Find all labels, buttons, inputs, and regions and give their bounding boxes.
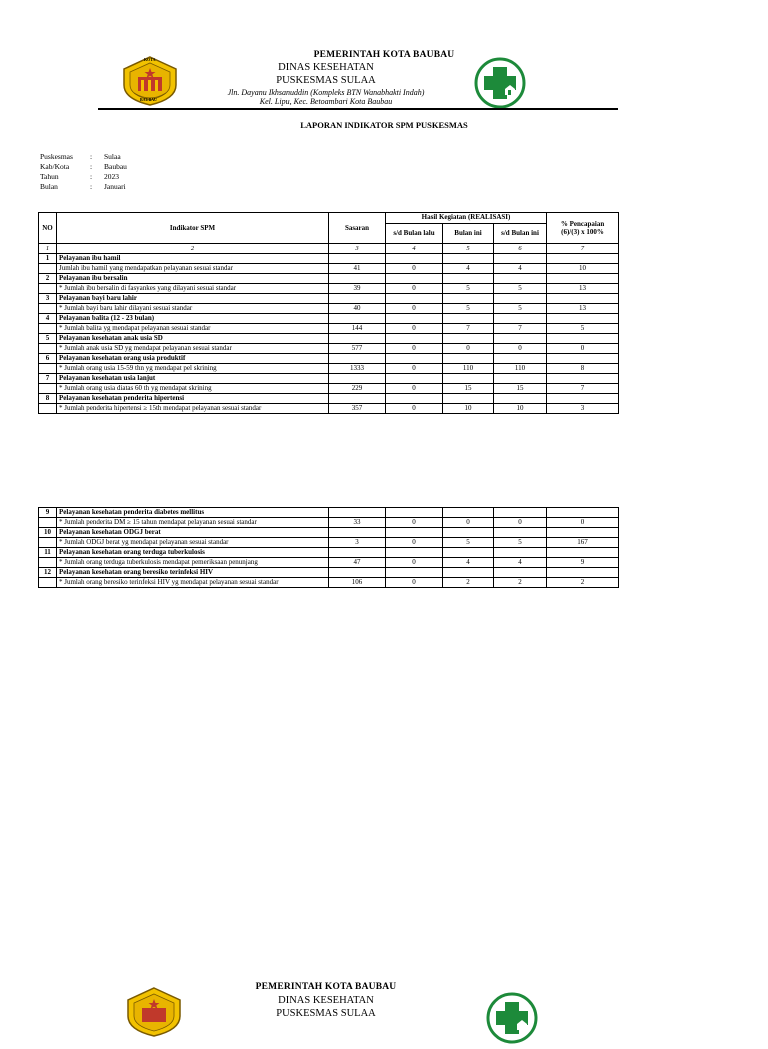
pencapaian-label: % Pencapaian (560, 220, 605, 228)
pencapaian-value: 0 (547, 518, 619, 528)
section-title: Pelayanan balita (12 - 23 bulan) (57, 314, 329, 324)
sd-ini-value: 2 (494, 578, 547, 588)
health-cross-logo-page-2 (486, 992, 538, 1044)
section-header-row (39, 528, 619, 538)
empty-cell (329, 374, 386, 384)
empty-cell (39, 538, 57, 548)
spm-table-page-1 (38, 212, 619, 414)
section-header-row (39, 354, 619, 364)
pencapaian-value: 9 (547, 558, 619, 568)
bulan-ini-value: 4 (443, 558, 494, 568)
empty-cell (494, 508, 547, 518)
empty-cell (443, 294, 494, 304)
empty-cell (547, 354, 619, 364)
info-key: Tahun (40, 172, 59, 181)
indicator-text: * Jumlah penderita hipertensi ≥ 15th mendapat pelayanan sesuai standar (57, 404, 329, 414)
colnum: 1 (39, 244, 57, 254)
sasaran-value: 47 (329, 558, 386, 568)
empty-cell (443, 548, 494, 558)
info-value: Januari (104, 182, 126, 191)
bulan-ini-value: 0 (443, 518, 494, 528)
empty-cell (329, 274, 386, 284)
empty-cell (547, 394, 619, 404)
info-value: Sulaa (104, 152, 121, 161)
indicator-row (39, 304, 619, 314)
sd-ini-value: 0 (494, 518, 547, 528)
empty-cell (386, 394, 443, 404)
empty-cell (443, 354, 494, 364)
header-department-page-2: DINAS KESEHATAN (278, 995, 374, 1006)
empty-cell (386, 568, 443, 578)
empty-cell (494, 314, 547, 324)
section-number: 12 (39, 568, 57, 578)
empty-cell (329, 548, 386, 558)
pencapaian-value: 7 (547, 384, 619, 394)
indicator-text: * Jumlah orang terduga tuberkulosis mendapat pemeriksaan penunjang (57, 558, 329, 568)
table-body-page-1 (39, 254, 619, 414)
info-row-tahun: Tahun : 2023 (40, 172, 119, 181)
empty-cell (386, 254, 443, 264)
indicator-row (39, 384, 619, 394)
section-number: 5 (39, 334, 57, 344)
empty-cell (39, 264, 57, 274)
indicator-text: * Jumlah bayi baru lahir dilayani sesuai standar (57, 304, 329, 314)
empty-cell (39, 304, 57, 314)
empty-cell (386, 354, 443, 364)
header-puskesmas-page-2: PUSKESMAS SULAA (276, 1008, 376, 1019)
indicator-row (39, 364, 619, 374)
empty-cell (547, 334, 619, 344)
colnum: 7 (547, 244, 619, 254)
sd-ini-value: 4 (494, 264, 547, 274)
empty-cell (443, 508, 494, 518)
indicator-row (39, 578, 619, 588)
empty-cell (547, 568, 619, 578)
empty-cell (443, 374, 494, 384)
header-divider (98, 108, 618, 110)
section-title: Pelayanan kesehatan ODGJ berat (57, 528, 329, 538)
pencapaian-value: 2 (547, 578, 619, 588)
empty-cell (494, 354, 547, 364)
health-cross-logo (474, 57, 526, 109)
section-title: Pelayanan ibu hamil (57, 254, 329, 264)
colnum: 3 (329, 244, 386, 254)
bulan-ini-value: 15 (443, 384, 494, 394)
info-value: Baubau (104, 162, 127, 171)
section-header-row (39, 548, 619, 558)
col-header-indikator: Indikator SPM (57, 213, 329, 244)
empty-cell (443, 274, 494, 284)
empty-cell (547, 274, 619, 284)
empty-cell (494, 374, 547, 384)
colnum: 5 (443, 244, 494, 254)
info-value: 2023 (104, 172, 119, 181)
sd-ini-value: 0 (494, 344, 547, 354)
section-header-row (39, 294, 619, 304)
bulan-ini-value: 10 (443, 404, 494, 414)
table-body-page-2 (39, 508, 619, 588)
empty-cell (39, 404, 57, 414)
info-row-bulan: Bulan : Januari (40, 182, 126, 191)
section-header-row (39, 334, 619, 344)
indicator-text: * Jumlah anak usia SD yg mendapat pelayanan sesuai standar (57, 344, 329, 354)
bulan-ini-value: 4 (443, 264, 494, 274)
empty-cell (547, 548, 619, 558)
sd-ini-value: 7 (494, 324, 547, 334)
empty-cell (494, 294, 547, 304)
section-number: 1 (39, 254, 57, 264)
section-number: 3 (39, 294, 57, 304)
indicator-row (39, 284, 619, 294)
header-government-page-2: PEMERINTAH KOTA BAUBAU (255, 982, 397, 992)
empty-cell (494, 394, 547, 404)
section-number: 11 (39, 548, 57, 558)
sd-lalu-value: 0 (386, 324, 443, 334)
col-header-bulan-ini: Bulan ini (443, 223, 494, 243)
column-number-row (39, 244, 619, 254)
bulan-ini-value: 2 (443, 578, 494, 588)
header-department: DINAS KESEHATAN (278, 62, 374, 73)
section-header-row (39, 314, 619, 324)
sd-lalu-value: 0 (386, 578, 443, 588)
col-header-hasil: Hasil Kegiatan (REALISASI) (386, 213, 547, 224)
empty-cell (39, 344, 57, 354)
section-number: 9 (39, 508, 57, 518)
colnum: 2 (57, 244, 329, 254)
col-header-sd-ini: s/d Bulan ini (494, 223, 547, 243)
empty-cell (547, 374, 619, 384)
bulan-ini-value: 5 (443, 284, 494, 294)
section-header-row (39, 508, 619, 518)
sd-lalu-value: 0 (386, 558, 443, 568)
pencapaian-value: 167 (547, 538, 619, 548)
sd-lalu-value: 0 (386, 538, 443, 548)
empty-cell (329, 528, 386, 538)
bulan-ini-value: 5 (443, 538, 494, 548)
empty-cell (494, 548, 547, 558)
sd-lalu-value: 0 (386, 404, 443, 414)
empty-cell (547, 508, 619, 518)
section-header-row (39, 374, 619, 384)
sasaran-value: 577 (329, 344, 386, 354)
sasaran-value: 39 (329, 284, 386, 294)
empty-cell (39, 364, 57, 374)
section-title: Pelayanan kesehatan penderita hipertensi (57, 394, 329, 404)
empty-cell (386, 314, 443, 324)
empty-cell (329, 568, 386, 578)
empty-cell (443, 394, 494, 404)
sasaran-value: 41 (329, 264, 386, 274)
empty-cell (494, 254, 547, 264)
indicator-text: Jumlah ibu hamil yang mendapatkan pelayanan sesuai standar (57, 264, 329, 274)
empty-cell (386, 294, 443, 304)
pencapaian-value: 13 (547, 284, 619, 294)
sasaran-value: 3 (329, 538, 386, 548)
empty-cell (386, 508, 443, 518)
empty-cell (547, 254, 619, 264)
section-header-row (39, 394, 619, 404)
empty-cell (547, 528, 619, 538)
section-number: 4 (39, 314, 57, 324)
pencapaian-value: 0 (547, 344, 619, 354)
sd-ini-value: 4 (494, 558, 547, 568)
sd-lalu-value: 0 (386, 384, 443, 394)
pencapaian-formula: (6)/(3) x 100% (561, 228, 604, 236)
colnum: 6 (494, 244, 547, 254)
empty-cell (39, 578, 57, 588)
sd-ini-value: 5 (494, 304, 547, 314)
indicator-text: * Jumlah ibu bersalin di fasyankes yang dilayani sesuai standar (57, 284, 329, 294)
report-title: LAPORAN INDIKATOR SPM PUSKESMAS (300, 120, 468, 130)
section-title: Pelayanan kesehatan penderita diabetes mellitus (57, 508, 329, 518)
pencapaian-value: 13 (547, 304, 619, 314)
header-puskesmas: PUSKESMAS SULAA (276, 75, 376, 86)
col-header-sasaran: Sasaran (329, 213, 386, 244)
empty-cell (39, 518, 57, 528)
empty-cell (547, 294, 619, 304)
indicator-row (39, 264, 619, 274)
sd-lalu-value: 0 (386, 284, 443, 294)
spm-table-page-2 (38, 507, 619, 588)
indicator-text: * Jumlah balita yg mendapat pelayanan sesuai standar (57, 324, 329, 334)
indicator-row (39, 404, 619, 414)
empty-cell (329, 254, 386, 264)
info-key: Kab/Kota (40, 162, 70, 171)
sasaran-value: 1333 (329, 364, 386, 374)
bulan-ini-value: 5 (443, 304, 494, 314)
sd-ini-value: 5 (494, 284, 547, 294)
emblem-top-text: KOTA (144, 57, 156, 62)
sd-lalu-value: 0 (386, 264, 443, 274)
sd-ini-value: 110 (494, 364, 547, 374)
empty-cell (386, 548, 443, 558)
section-number: 7 (39, 374, 57, 384)
sd-lalu-value: 0 (386, 364, 443, 374)
emblem-bottom-text: BAUBAU (140, 97, 157, 102)
bulan-ini-value: 0 (443, 344, 494, 354)
col-header-pencapaian (547, 213, 619, 244)
indicator-text: * Jumlah penderita DM ≥ 15 tahun mendapat pelayanan sesuai standar (57, 518, 329, 528)
section-number: 10 (39, 528, 57, 538)
indicator-text: * Jumlah orang beresiko terinfeksi HIV yg mendapat pelayanan sesuai standar (57, 578, 329, 588)
sd-lalu-value: 0 (386, 304, 443, 314)
sd-ini-value: 5 (494, 538, 547, 548)
indicator-row (39, 344, 619, 354)
indicator-text: * Jumlah orang usia diatas 60 th yg mendapat skrining (57, 384, 329, 394)
indicator-row (39, 518, 619, 528)
empty-cell (547, 314, 619, 324)
section-title: Pelayanan kesehatan usia lanjut (57, 374, 329, 384)
empty-cell (39, 324, 57, 334)
header-address-1: Jln. Dayanu Ikhsanuddin (Kompleks BTN Wanabhakti Indah) (227, 88, 425, 97)
bulan-ini-value: 110 (443, 364, 494, 374)
empty-cell (494, 334, 547, 344)
sd-ini-value: 15 (494, 384, 547, 394)
sasaran-value: 40 (329, 304, 386, 314)
sd-lalu-value: 0 (386, 344, 443, 354)
empty-cell (329, 354, 386, 364)
empty-cell (329, 394, 386, 404)
empty-cell (39, 284, 57, 294)
empty-cell (386, 274, 443, 284)
empty-cell (443, 568, 494, 578)
sd-lalu-value: 0 (386, 518, 443, 528)
header-address-2: Kel. Lipu, Kec. Betoambari Kota Baubau (259, 97, 393, 106)
indicator-text: * Jumlah ODGJ berat yg mendapat pelayanan sesuai standar (57, 538, 329, 548)
section-number: 2 (39, 274, 57, 284)
section-number: 6 (39, 354, 57, 364)
empty-cell (443, 334, 494, 344)
info-row-puskesmas: Puskesmas : Sulaa (40, 152, 121, 161)
section-title: Pelayanan bayi baru lahir (57, 294, 329, 304)
empty-cell (386, 374, 443, 384)
pencapaian-value: 5 (547, 324, 619, 334)
sasaran-value: 357 (329, 404, 386, 414)
section-title: Pelayanan ibu bersalin (57, 274, 329, 284)
sasaran-value: 33 (329, 518, 386, 528)
section-title: Pelayanan kesehatan orang usia produktif (57, 354, 329, 364)
empty-cell (329, 508, 386, 518)
section-header-row (39, 568, 619, 578)
empty-cell (494, 274, 547, 284)
empty-cell (329, 334, 386, 344)
empty-cell (329, 294, 386, 304)
info-key: Puskesmas (40, 152, 73, 161)
sasaran-value: 229 (329, 384, 386, 394)
empty-cell (443, 314, 494, 324)
empty-cell (494, 528, 547, 538)
info-row-kabkota: Kab/Kota : Baubau (40, 162, 127, 171)
indicator-row (39, 558, 619, 568)
col-header-no: NO (39, 213, 57, 244)
bulan-ini-value: 7 (443, 324, 494, 334)
col-header-sd-lalu: s/d Bulan lalu (386, 223, 443, 243)
section-number: 8 (39, 394, 57, 404)
header-government: PEMERINTAH KOTA BAUBAU (313, 50, 455, 60)
report-info (40, 152, 127, 192)
pencapaian-value: 10 (547, 264, 619, 274)
indicator-row (39, 538, 619, 548)
section-header-row (39, 254, 619, 264)
empty-cell (443, 254, 494, 264)
empty-cell (39, 558, 57, 568)
sd-ini-value: 10 (494, 404, 547, 414)
info-key: Bulan (40, 182, 58, 191)
pencapaian-value: 8 (547, 364, 619, 374)
pencapaian-value: 3 (547, 404, 619, 414)
empty-cell (329, 314, 386, 324)
section-title: Pelayanan kesehatan orang beresiko terinfeksi HIV (57, 568, 329, 578)
section-title: Pelayanan kesehatan anak usia SD (57, 334, 329, 344)
empty-cell (39, 384, 57, 394)
sasaran-value: 144 (329, 324, 386, 334)
colnum: 4 (386, 244, 443, 254)
indicator-row (39, 324, 619, 334)
empty-cell (494, 568, 547, 578)
empty-cell (386, 528, 443, 538)
empty-cell (443, 528, 494, 538)
section-title: Pelayanan kesehatan orang terduga tuberkulosis (57, 548, 329, 558)
empty-cell (386, 334, 443, 344)
indicator-text: * Jumlah orang usia 15-59 thn yg mendapat pel skrining (57, 364, 329, 374)
section-header-row (39, 274, 619, 284)
sasaran-value: 106 (329, 578, 386, 588)
